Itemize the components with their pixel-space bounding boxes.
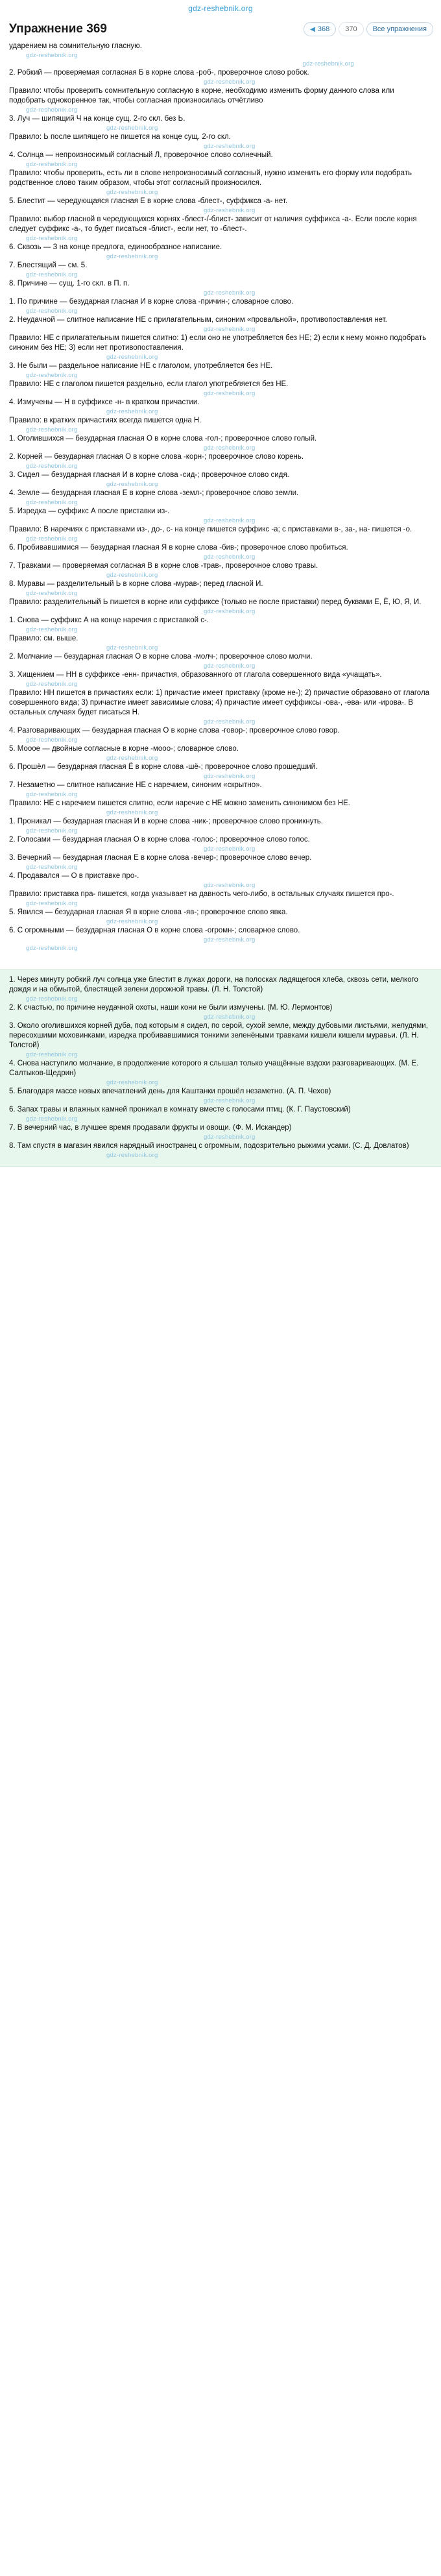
text-line: 3. Сидел — безударная гласная И в корне слова -сид-; проверочное слово сидя. <box>9 471 289 479</box>
watermark: gdz-reshebnik.org <box>106 644 158 651</box>
watermark: gdz-reshebnik.org <box>302 60 354 67</box>
watermark: gdz-reshebnik.org <box>204 1134 256 1141</box>
text-line: ударением на сомнительную гласную. <box>9 42 142 50</box>
watermark: gdz-reshebnik.org <box>106 572 158 579</box>
watermark: gdz-reshebnik.org <box>26 499 78 506</box>
text-line: Правило: НН пишется в причастиях если: 1) причастие имеет приставку (кроме не-); 2) причастие образовано от глагола совершенного вида; 3) причастие имеет зависимые слова; 4) причастие имеет суффиксы -ова-, -ева- или -ирова-. В остальных случаях будет писаться Н. <box>9 689 430 716</box>
watermark: gdz-reshebnik.org <box>204 289 256 297</box>
source-sentences-block <box>0 969 441 1167</box>
watermark: gdz-reshebnik.org <box>26 52 78 59</box>
text-line: 3. Хищением — НН в суффиксе -енн- причастия, образованного от глагола совершенного вида «учащать». <box>9 671 382 679</box>
pagination <box>304 22 433 36</box>
watermark: gdz-reshebnik.org <box>204 882 256 889</box>
text-line: Правило: НЕ с прилагательным пишется слитно: 1) если оно не употребляется без НЕ; 2) если к нему можно подобрать синоним без НЕ; 3) если нет противопоставления. <box>9 334 427 352</box>
rule-line: 6. Пробивавшимися — безударная гласная Я в корне слова -бив-; проверочное слово пробиться. <box>9 544 348 552</box>
watermark: gdz-reshebnik.org <box>204 390 256 397</box>
text-line: 5. Моооe — двойные согласные в корне -мооо-; словарное слово. <box>9 745 239 753</box>
watermark: gdz-reshebnik.org <box>26 900 78 907</box>
text-line: 1. По причине — безударная гласная И в корне слова -причин-; словарное слово. <box>9 298 294 306</box>
text-line: Правило: В наречиях с приставками из-, до-, с- на конце пишется суффикс -а; с приставками в-, за-, на- пишется -о. <box>9 526 412 533</box>
rule-line: Правило: чтобы проверить, есть ли в слове непроизносимый согласный, нужно изменить его форму или подобрать родственное слово таким образом, чтобы этот согласный произносился. <box>9 169 412 187</box>
watermark: gdz-reshebnik.org <box>26 463 78 470</box>
text-line: 2. Робкий — проверяемая согласная Б в корне слова -роб-, проверочное слово робок. <box>9 69 309 77</box>
rule-line: Правило: чтобы проверить сомнительную согласную в корне, необходимо изменить форму данного слова или подобрать однокоренное так, чтобы согласная произносилась отчётливо <box>9 87 394 104</box>
text-line: 7. Блестящий — см. 5. <box>9 261 88 269</box>
prev-exercise-label: 368 <box>317 25 330 33</box>
watermark: gdz-reshebnik.org <box>26 426 78 433</box>
text-line: 7. Травками — проверяемая согласная В в корне слов -трав-, проверочное слово травы. <box>9 562 318 570</box>
source-sentence: 7. В вечерний час, в лучшее время продавали фрукты и овощи. (Ф. М. Искандер) <box>9 1124 292 1132</box>
text-line: Правило: разделительный Ь пишется в корне или суффиксе (только не после приставки) перед буквами Е, Ё, Ю, Я, И. <box>9 598 422 606</box>
watermark: gdz-reshebnik.org <box>26 106 78 114</box>
text-line: 5. Изредка — суффикс А после приставки из-. <box>9 507 170 515</box>
rule-line: Правило: выбор гласной в чередующихся корнях -блест-/-блист- зависит от наличия суффикса -а-. Если после корня следует суффикс -а-, то будет писаться -блист-, если нет, то -блест-. <box>9 215 417 233</box>
watermark: gdz-reshebnik.org <box>204 444 256 452</box>
watermark: gdz-reshebnik.org <box>204 553 256 561</box>
watermark: gdz-reshebnik.org <box>106 809 158 816</box>
source-sentence: 3. Около оголившихся корней дуба, под которым я сидел, по серой, сухой земле, между дубовыми листьями, желудями, пересохшими моховинками, изредка пробивавшимися тонкими зеленёными травками кишели кишели муравьи. (Л. Н. Толстой) <box>9 1022 428 1049</box>
watermark: gdz-reshebnik.org <box>204 517 256 524</box>
watermark: gdz-reshebnik.org <box>26 535 78 542</box>
watermark: gdz-reshebnik.org <box>204 1014 256 1021</box>
watermark: gdz-reshebnik.org <box>26 308 78 315</box>
text-line: 4. Измучены — Н в суффиксе -н- в кратком причастии. <box>9 398 200 406</box>
watermark: gdz-reshebnik.org <box>106 408 158 415</box>
prev-exercise-button[interactable] <box>304 22 336 36</box>
source-sentence: 6. Запах травы и влажных камней проникал в комнату вместе с голосами птиц. (К. Г. Паустовский) <box>9 1106 351 1113</box>
watermark: gdz-reshebnik.org <box>204 79 256 86</box>
all-exercises-button[interactable] <box>366 22 433 36</box>
watermark: gdz-reshebnik.org <box>204 608 256 615</box>
text-line: 6. Прошёл — безударная гласная Ё в корне слова -шё-; проверочное слово прошедший. <box>9 763 318 771</box>
watermark: gdz-reshebnik.org <box>204 662 256 670</box>
watermark: gdz-reshebnik.org <box>26 864 78 871</box>
watermark: gdz-reshebnik.org <box>106 125 158 132</box>
source-sentence: 2. К счастью, по причине неудачной охоты, наши кони не были измучены. (М. Ю. Лермонтов) <box>9 1004 333 1012</box>
watermark: gdz-reshebnik.org <box>204 143 256 150</box>
watermark: gdz-reshebnik.org <box>106 354 158 361</box>
page-title: Упражнение 369 <box>9 22 107 36</box>
rule-line: 1. Снова — суффикс А на конце наречия с приставкой с-. <box>9 616 209 624</box>
text-line: 3. Не были — раздельное написание НЕ с глаголом, употребляется без НЕ. <box>9 362 273 370</box>
watermark: gdz-reshebnik.org <box>204 773 256 780</box>
text-line: 5. Блестит — чередующаяся гласная Е в корне слова -блест-, суффикса -а- нет. <box>9 197 288 205</box>
watermark: gdz-reshebnik.org <box>26 736 78 744</box>
text-line: 6. С огромными — безударная гласная О в корне слова -огромн-; словарное слово. <box>9 927 300 934</box>
source-sentence: 5. Благодаря массе новых впечатлений день для Каштанки прошёл незаметно. (А. П. Чехов) <box>9 1088 331 1095</box>
watermark: gdz-reshebnik.org <box>204 845 256 853</box>
watermark: gdz-reshebnik.org <box>106 1152 158 1159</box>
chevron-left-icon: ◀ <box>310 25 315 33</box>
watermark: gdz-reshebnik.org <box>26 827 78 834</box>
text-line: Правило: НЕ с наречием пишется слитно, если наречие с НЕ можно заменить синонимом без НЕ. <box>9 799 350 807</box>
source-sentence: 1. Через минуту робкий луч солнца уже блестит в лужах дороги, на полосках ладящегося хлеба, сквозь сети, мелкого дождя и на обмытой, блестящей зелени дорожной травы. (Л. Н. Толстой) <box>9 976 418 993</box>
text-line: 1. Оголившихся — безударная гласная О в корне слова -гол-; проверочное слово голый. <box>9 435 317 443</box>
text-line: 4. Продавался — О в приставке про-. <box>9 872 139 880</box>
text-line: 4. Солнца — непроизносимый согласный Л, проверочное слово солнечный. <box>9 151 273 159</box>
text-line: 4. Земле — безударная гласная Е в корне слова -земл-; проверочное слово земли. <box>9 489 299 497</box>
text-line: 3. Луч — шипящий Ч на конце сущ. 2-го скл. без Ь. <box>9 115 185 123</box>
text-line: 2. Голосами — безударная гласная О в корне слова -голос-; проверочное слово голос. <box>9 836 310 844</box>
watermark: gdz-reshebnik.org <box>106 755 158 762</box>
text-line: 3. Вечерний — безударная гласная Е в корне слова -вечер-; проверочное слово вечер. <box>9 854 312 862</box>
rule-line: 2. Неудачной — слитное написание НЕ с прилагательным, синоним «провальной», противопоставления нет. <box>9 316 387 324</box>
watermark: gdz-reshebnik.org <box>26 161 78 168</box>
watermark: gdz-reshebnik.org <box>204 326 256 333</box>
source-sentence: 4. Снова наступило молчание, в продолжение которого я слышал только учащённые вздохи разговаривающих. (М. Е. Салтыков-Щедрин) <box>9 1060 419 1077</box>
rule-line: 4. Разговаривающих — безударная гласная О в корне слова -говор-; проверочное слово говор. <box>9 727 340 735</box>
watermark: gdz-reshebnik.org <box>106 918 158 925</box>
watermark: gdz-reshebnik.org <box>26 995 78 1002</box>
watermark: gdz-reshebnik.org <box>106 253 158 260</box>
watermark: gdz-reshebnik.org <box>26 235 78 242</box>
watermark: gdz-reshebnik.org <box>204 1097 256 1104</box>
rule-line: 5. Явился — безударная гласная Я в корне слова -яв-; проверочное слово явка. <box>9 908 288 916</box>
current-exercise-label: 370 <box>345 25 357 33</box>
text-line: 2. Молчание — безударная гласная О в корне слова -молч-; проверочное слово молчи. <box>9 653 313 661</box>
rule-line: 1. Проникал — безударная гласная И в корне слова -ник-; проверочное слово проникнуть. <box>9 818 323 825</box>
top-bar <box>0 0 441 17</box>
page-header <box>0 17 441 42</box>
site-brand: gdz-reshebnik.org <box>188 4 253 13</box>
watermark: gdz-reshebnik.org <box>106 481 158 488</box>
watermark: gdz-reshebnik.org <box>26 681 78 688</box>
watermark: gdz-reshebnik.org <box>26 1051 78 1058</box>
text-line: 8. Причине — сущ. 1-го скл. в П. п. <box>9 280 130 287</box>
text-line: Правило: приставка пра- пишется, когда указывает на давность чего-либо, в остальных случаях пишется про-. <box>9 890 394 898</box>
rule-line: Правило: в кратких причастиях всегда пишется одна Н. <box>9 417 202 424</box>
text-line: 8. Муравы — разделительный Ь в корне слова -мурав-; перед гласной И. <box>9 580 263 588</box>
rule-line: Правило: НЕ с глаголом пишется раздельно, если глагол употребляется без НЕ. <box>9 380 289 388</box>
watermark: gdz-reshebnik.org <box>204 207 256 214</box>
text-line: 7. Незаметно — слитное написание НЕ с наречием, синоним «скрытно». <box>9 781 262 789</box>
watermark: gdz-reshebnik.org <box>106 1079 158 1086</box>
text-line: 2. Корней — безударная гласная О в корне слова -корн-; проверочное слово корень. <box>9 453 304 461</box>
watermark: gdz-reshebnik.org <box>204 936 256 943</box>
all-exercises-label: Все упражнения <box>372 25 427 33</box>
watermark: gdz-reshebnik.org <box>26 372 78 379</box>
watermark: gdz-reshebnik.org <box>26 590 78 597</box>
text-line: Правило: см. выше. <box>9 635 78 642</box>
watermark: gdz-reshebnik.org <box>204 718 256 725</box>
watermark: gdz-reshebnik.org <box>26 626 78 633</box>
exercise-body <box>0 42 441 966</box>
watermark: gdz-reshebnik.org <box>106 189 158 196</box>
watermark: gdz-reshebnik.org <box>26 791 78 798</box>
watermark: gdz-reshebnik.org <box>26 271 78 278</box>
watermark: gdz-reshebnik.org <box>26 945 78 952</box>
rule-line: Правило: Ь после шипящего не пишется на конце сущ. 2-го скл. <box>9 133 231 141</box>
watermark: gdz-reshebnik.org <box>26 1115 78 1123</box>
current-exercise-button[interactable] <box>339 22 363 36</box>
source-sentence: 8. Там спустя в магазин явился нарядный иностранец с огромным, подозрительно рыжими усами. (С. Д. Довлатов) <box>9 1142 409 1150</box>
text-line: 6. Сквозь — З на конце предлога, единообразное написание. <box>9 243 222 251</box>
